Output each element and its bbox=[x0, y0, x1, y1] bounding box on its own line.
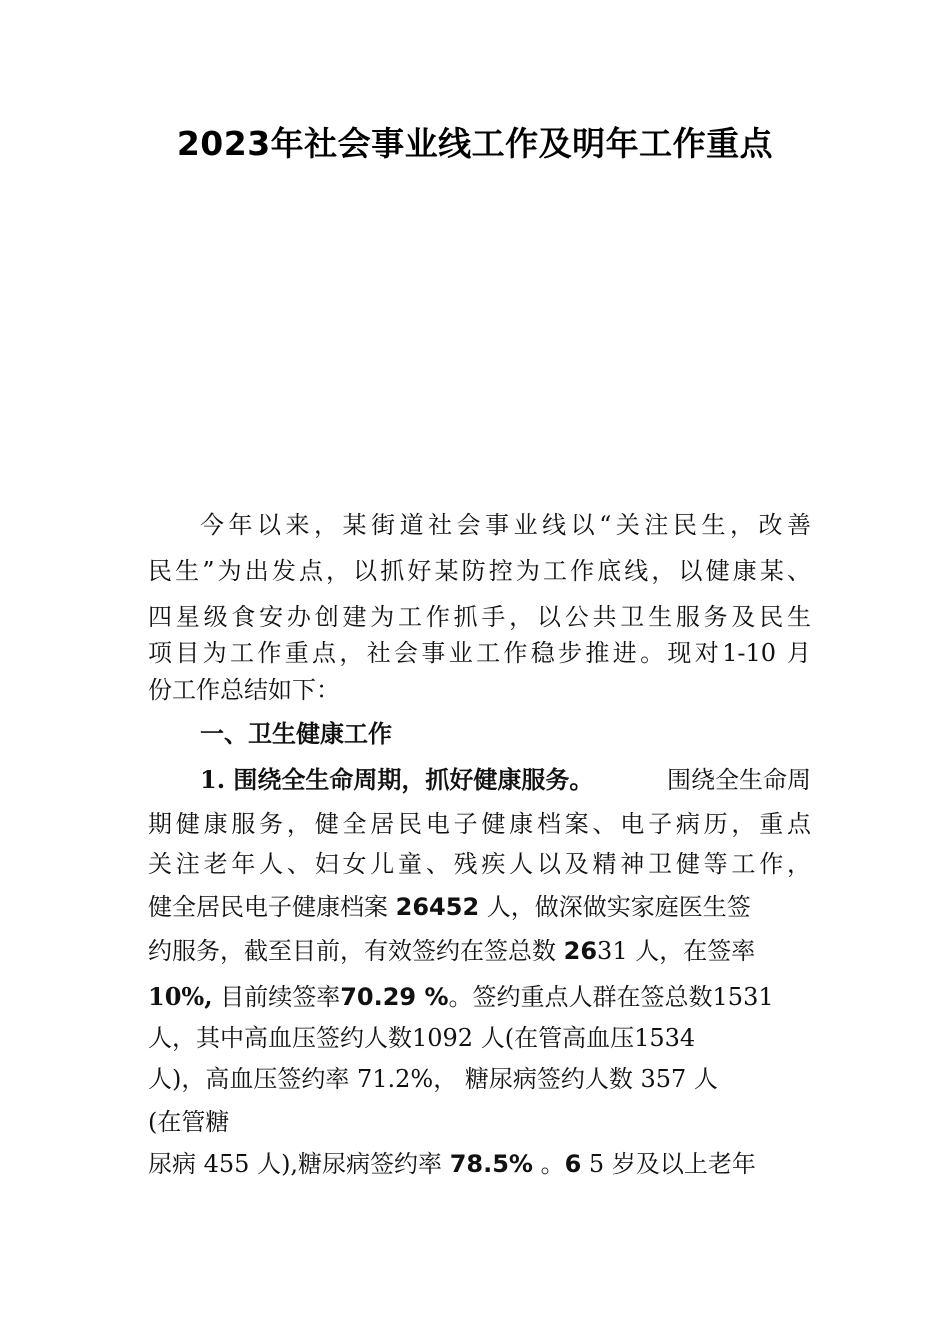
body-line: 人，其中高血压签约人数1092 人(在管高血压1534 bbox=[148, 1024, 696, 1052]
intro-line: 份工作总结如下： bbox=[148, 676, 340, 704]
signed-count-bold: 26 bbox=[563, 937, 598, 965]
text-run: 人，做深做实家庭医生签 bbox=[479, 893, 751, 921]
text-run: 约服务，截至目前，有效签约在签总数 bbox=[148, 937, 564, 965]
text-run: 5 岁及以上老年 bbox=[581, 1150, 756, 1178]
item-heading: 1. 围绕全生命周期，抓好健康服务。 bbox=[200, 765, 594, 794]
text-run: 。签约重点人群在签总数1531 bbox=[448, 983, 774, 1011]
body-line bbox=[148, 1152, 756, 1176]
intro-line: 民生”为出发点，以抓好某防控为工作底线，以健康某、 bbox=[148, 557, 811, 585]
signed-count: 31 bbox=[597, 937, 628, 965]
archive-count: 26452 bbox=[395, 893, 480, 921]
text-run: 尿病 455 人),糖尿病签约率 bbox=[148, 1150, 450, 1178]
body-line bbox=[148, 982, 774, 1011]
body-line bbox=[148, 895, 751, 919]
text-run: 。 bbox=[532, 1150, 565, 1178]
document-title: 2023年社会事业线工作及明年工作重点 bbox=[176, 124, 774, 163]
intro-line: 今年以来，某街道社会事业线以“关注民生，改善 bbox=[200, 511, 811, 539]
text-run: 人，在签率 bbox=[627, 937, 756, 965]
age-number: 6 bbox=[564, 1150, 582, 1178]
sign-rate: 10%, bbox=[148, 982, 213, 1011]
text-run: 健全居民电子健康档案 bbox=[148, 893, 396, 921]
body-line bbox=[148, 939, 755, 963]
body-line: 人)，高血压签约率 71.2%， 糖尿病签约人数 357 人 bbox=[148, 1065, 718, 1093]
intro-line: 四星级食安办创建为工作抓手，以公共卫生服务及民生 bbox=[148, 603, 811, 631]
section-heading: 一、卫生健康工作 bbox=[200, 719, 392, 748]
item-heading-tail: 围绕全生命周 bbox=[667, 766, 811, 794]
body-line: 关注老年人、妇女儿童、残疾人以及精神卫健等工作， bbox=[148, 850, 811, 878]
renewal-rate: 70.29 % bbox=[340, 983, 449, 1011]
intro-line: 项目为工作重点，社会事业工作稳步推进。现对1-10 月 bbox=[148, 639, 811, 667]
body-line: (在管糖 bbox=[148, 1108, 230, 1136]
text-run: 目前续签率 bbox=[212, 983, 341, 1011]
item-heading-line bbox=[200, 765, 811, 794]
diabetes-sign-rate: 78.5% bbox=[449, 1150, 533, 1178]
body-line: 期健康服务，健全居民电子健康档案、电子病历，重点 bbox=[148, 810, 811, 838]
